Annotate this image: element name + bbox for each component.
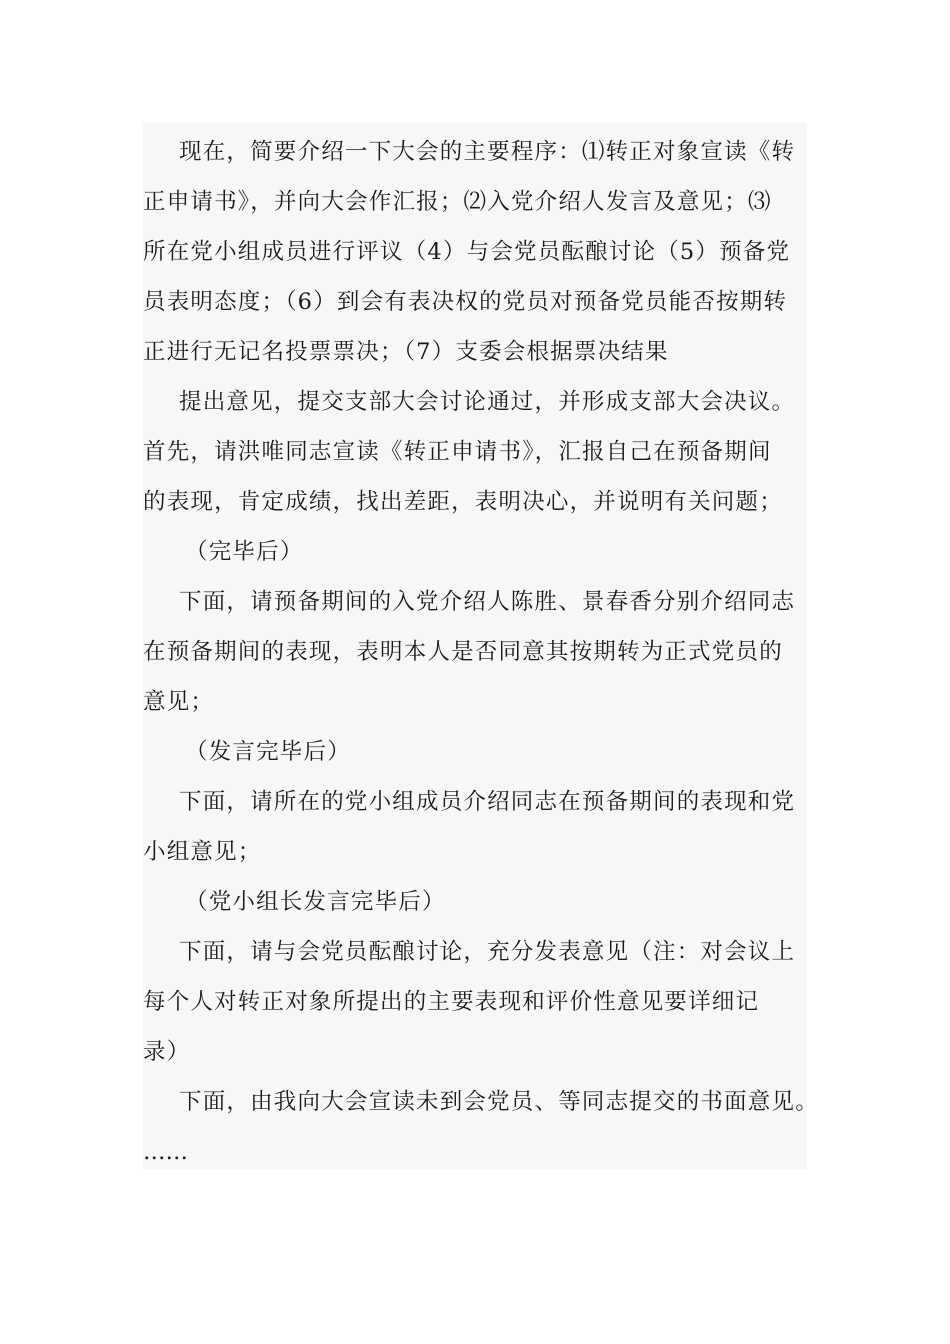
document-body [143,127,823,1177]
paragraph-procedure: 现在，简要介绍一下大会的主要程序：⑴转正对象宣读《转 正申请书》，并向大会作汇报；⑵入党介绍人发言及意见；⑶ 所在党小组成员进行评议（4）与会党员酝酿讨论（5）预备党 员表明态度；（6）到会有表决权的党员对预备党员能否按期转 正进行无记名投票票决；（7）支委会根据票决结果 [143,139,796,365]
paragraph-introducers: 下面，请预备期间的入党介绍人陈胜、景春香分别介绍同志 在预备期间的表现，表明本人是否同意其按期转为正式党员的 意见； [143,589,796,715]
paragraph-discussion: 下面，请与会党员酝酿讨论，充分发表意见（注：对会议上 每个人对转正对象所提出的主要表现和评价性意见要详细记 录） [143,939,796,1065]
note-speech-finished: （发言完毕后） [185,739,351,765]
note-finished: （完毕后） [185,539,304,565]
note-group-leader-finished: （党小组长发言完毕后） [185,889,446,915]
paragraph-opinion-submission: 提出意见，提交支部大会讨论通过，并形成支部大会决议。 首先，请洪唯同志宣读《转正申请书》，汇报自己在预备期间 的表现，肯定成绩，找出差距，表明决心，并说明有关问题； [143,389,796,515]
paragraph-written-opinions: 下面，由我向大会宣读未到会党员、等同志提交的书面意见。 [179,1089,819,1115]
ellipsis-text: …… [143,1139,188,1165]
paragraph-group-members: 下面，请所在的党小组成员介绍同志在预备期间的表现和党 小组意见； [143,789,796,865]
